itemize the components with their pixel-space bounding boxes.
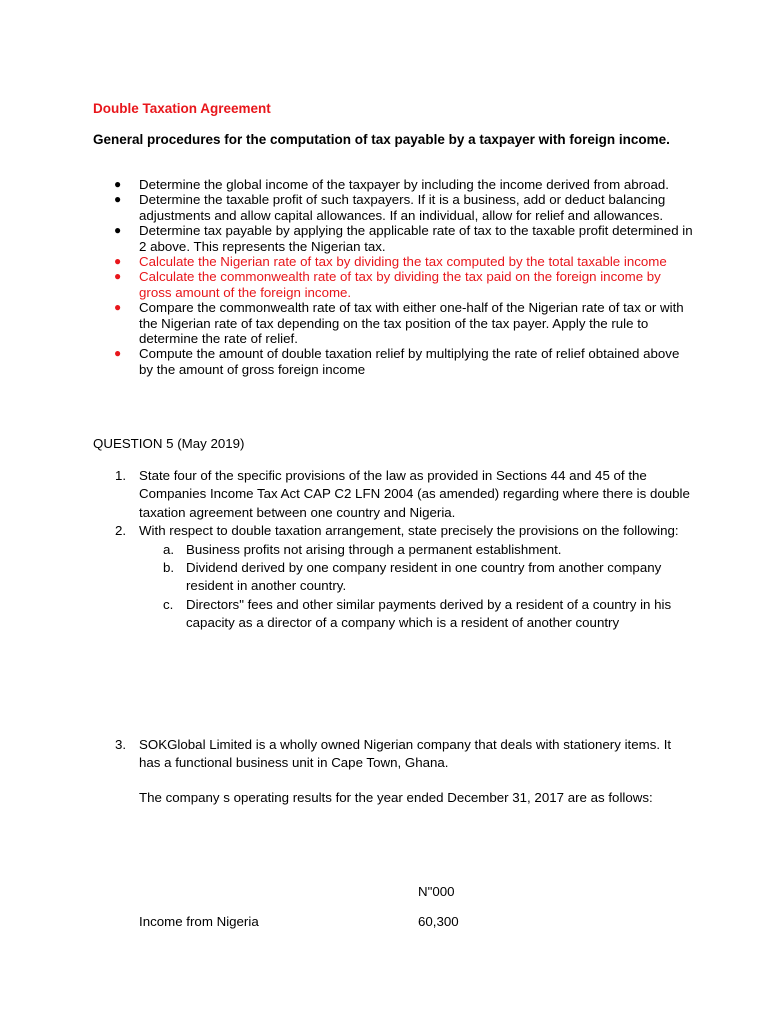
sub-question-text: Business profits not arising through a permanent establishment.: [186, 541, 562, 557]
bullet-item: [93, 177, 693, 192]
question-number: 3.: [115, 737, 127, 752]
question-heading: QUESTION 5 (May 2019): [93, 436, 245, 451]
question-text: With respect to double taxation arrangement, state precisely the provisions on the following:: [139, 523, 679, 539]
sub-question-letter: a.: [163, 541, 175, 557]
sub-question-letter: b.: [163, 560, 175, 576]
table-column-header: N"000: [418, 884, 455, 899]
question-item-3: [93, 736, 693, 807]
bullet-item: [93, 223, 693, 254]
sub-question-list: [139, 541, 693, 633]
question-item: [93, 467, 693, 522]
bullet-text: Determine the global income of the taxpayer by including the income derived from abroad.: [139, 177, 669, 192]
sub-question-text: Directors" fees and other similar payments derived by a resident of a country in his capacity as a director of a company which is a resident of another country: [186, 596, 672, 631]
question-list: [93, 467, 693, 633]
sub-question-item: [139, 596, 693, 633]
section-subtitle: General procedures for the computation of tax payable by a taxpayer with foreign income.: [93, 132, 670, 147]
table-row-value: 60,300: [418, 914, 459, 929]
bullet-text: Calculate the Nigerian rate of tax by dividing the tax computed by the total taxable income: [139, 254, 667, 270]
question-number: 1.: [115, 468, 127, 483]
question-text: State four of the specific provisions of the law as provided in Sections 44 and 45 of the Companies Income Tax Act CAP C2 LFN 2004 (as amended) regarding where there is double taxation agreement between one country and Nigeria.: [139, 468, 690, 520]
bullet-dot-icon: ●: [114, 192, 122, 207]
table-row-label: Income from Nigeria: [139, 914, 259, 929]
question-text: SOKGlobal Limited is a wholly owned Nigerian company that deals with stationery items. It has a functional business unit in Cape Town, Ghana.: [139, 737, 672, 771]
bullet-dot-icon: ●: [114, 254, 122, 269]
bullet-text: Compute the amount of double taxation relief by multiplying the rate of relief obtained above by the amount of gross foreign income: [139, 346, 680, 377]
question-number: 2.: [115, 523, 127, 539]
bullet-dot-icon: ●: [114, 223, 122, 238]
bullet-item: [93, 300, 693, 346]
sub-question-item: [139, 541, 693, 559]
bullet-dot-icon: ●: [114, 300, 122, 315]
bullet-item: [93, 192, 693, 223]
bullet-text: Compare the commonwealth rate of tax with either one-half of the Nigerian rate of tax or with the Nigerian rate of tax depending on the tax position of the tax payer. Apply the rule to determine the rate of relief.: [139, 300, 684, 347]
bullet-item: [93, 346, 693, 377]
document-title: Double Taxation Agreement: [93, 101, 271, 116]
bullet-dot-icon: ●: [114, 177, 122, 191]
sub-question-item: [139, 559, 693, 596]
sub-question-letter: c.: [163, 596, 174, 612]
bullet-dot-icon: ●: [114, 346, 122, 361]
procedure-bullet-list: [93, 177, 693, 377]
bullet-text: Calculate the commonwealth rate of tax by dividing the tax paid on the foreign income by gross amount of the foreign income.: [139, 269, 661, 300]
bullet-text: Determine the taxable profit of such taxpayers. If it is a business, add or deduct balancing adjustments and allow capital allowances. If an individual, allow for relief and allowances.: [139, 192, 666, 223]
bullet-text: Determine tax payable by applying the applicable rate of tax to the taxable profit determined in 2 above. This represents the Nigerian tax.: [139, 223, 693, 254]
sub-question-text: Dividend derived by one company resident in one country from another company resident in another country.: [186, 560, 662, 594]
question-item: [93, 522, 693, 632]
bullet-item-highlighted: [93, 254, 693, 269]
bullet-dot-icon: ●: [114, 269, 122, 284]
bullet-item-highlighted: [93, 269, 693, 300]
question-text-continued: The company s operating results for the year ended December 31, 2017 are as follows:: [139, 789, 653, 805]
